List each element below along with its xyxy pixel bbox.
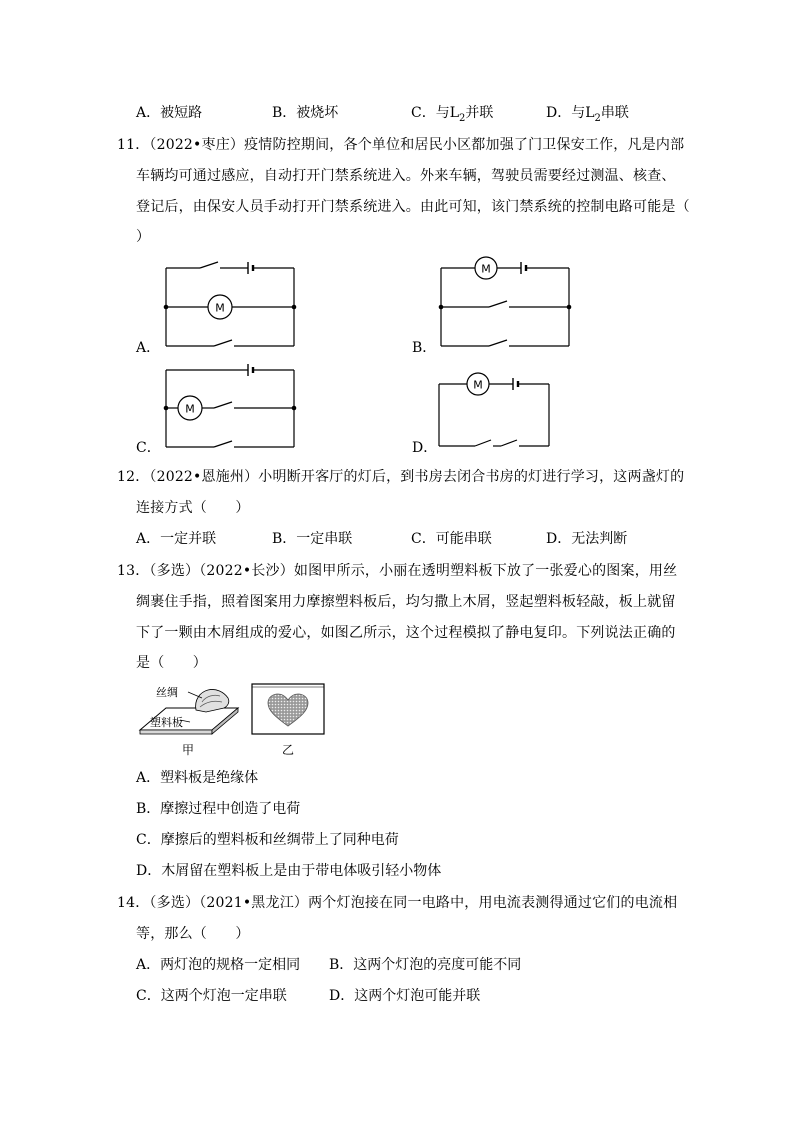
q10-option-c-sub: 2 — [459, 112, 466, 124]
q14-option-c: C．这两个灯泡一定串联 — [136, 988, 287, 1004]
figure-jia-silk-label: 丝绸 — [156, 686, 178, 699]
figure-jia-caption: 甲 — [181, 743, 195, 757]
q10-option-d-sub: 2 — [594, 112, 601, 124]
circuit-d — [435, 368, 555, 454]
circuit-b-label: B． — [412, 340, 437, 356]
q13-option-a: A．塑料板是绝缘体 — [136, 770, 259, 786]
q10-option-c — [411, 103, 493, 129]
q14-line-2: 等，那么（ ） — [136, 926, 250, 942]
q13-line-4: 是（ ） — [136, 655, 207, 671]
q13-option-c: C．摩擦后的塑料板和丝绸带上了同种电荷 — [136, 832, 399, 848]
q11-line-2: 车辆均可通过感应，自动打开门禁系统进入。外来车辆，驾驶员需要经过测温、核查、 — [136, 168, 676, 184]
q11-line-4: ） — [136, 229, 151, 245]
q14-option-a: A．两灯泡的规格一定相同 — [136, 957, 301, 973]
q13-option-d: D．木屑留在塑料板上是由于带电体吸引轻小物体 — [136, 863, 442, 879]
q14-line-1: 14．（多选）（2021•黑龙江）两个灯泡接在同一电路中，用电流表测得通过它们的电流相 — [117, 895, 678, 911]
figure-jia-plastic-label: 塑料板 — [150, 716, 183, 729]
q12-option-c: C．可能串联 — [411, 531, 492, 547]
circuit-c-motor-label: M — [185, 402, 195, 416]
circuit-c-label: C． — [136, 440, 161, 456]
q10-option-a: A．被短路 — [136, 105, 203, 121]
q10-option-d-text: D．与L — [546, 105, 595, 121]
q10-option-c-text: C．与L — [411, 105, 460, 121]
circuit-b — [435, 252, 575, 358]
figure-yi — [250, 682, 330, 762]
q13-line-1: 13．（多选）（2022•长沙）如图甲所示，小丽在透明塑料板下放了一张爱心的图案，用丝 — [117, 563, 678, 579]
q14-option-d: D．这两个灯泡可能并联 — [329, 988, 481, 1004]
q11-line-1: 11．（2022•枣庄）疫情防控期间，各个单位和居民小区都加强了门卫保安工作，凡是内部 — [117, 137, 685, 153]
figure-jia — [136, 680, 246, 760]
q10-option-d-tail: 串联 — [600, 105, 629, 121]
q13-option-b: B．摩擦过程中创造了电荷 — [136, 801, 301, 817]
circuit-a-motor-label: M — [215, 301, 225, 315]
circuit-a-label: A． — [136, 340, 161, 356]
circuit-a — [160, 258, 300, 358]
circuit-c — [160, 360, 300, 456]
q12-line-2: 连接方式（ ） — [136, 500, 250, 516]
q10-option-c-tail: 并联 — [465, 105, 494, 121]
q14-option-b: B．这两个灯泡的亮度可能不同 — [329, 957, 522, 973]
q13-line-2: 绸裹住手指，照着图案用力摩擦塑料板后，均匀撒上木屑，竖起塑料板轻敲，板上就留 — [136, 594, 676, 610]
q12-option-a: A．一定并联 — [136, 531, 217, 547]
q12-line-1: 12．（2022•恩施州）小明断开客厅的灯后，到书房去闭合书房的灯进行学习，这两盏灯的 — [117, 469, 685, 485]
q12-option-b: B．一定串联 — [272, 531, 353, 547]
q11-line-3: 登记后，由保安人员手动打开门禁系统进入。由此可知，该门禁系统的控制电路可能是（ — [136, 199, 690, 215]
circuit-d-label: D． — [412, 440, 438, 456]
q10-option-d — [546, 103, 629, 129]
figure-yi-caption: 乙 — [281, 743, 295, 757]
q10-option-b: B．被烧坏 — [272, 105, 339, 121]
circuit-b-motor-label: M — [481, 262, 491, 276]
circuit-d-motor-label: M — [473, 378, 483, 392]
q13-line-3: 下了一颗由木屑组成的爱心，如图乙所示，这个过程模拟了静电复印。下列说法正确的 — [136, 625, 676, 641]
q12-option-d: D．无法判断 — [546, 531, 628, 547]
